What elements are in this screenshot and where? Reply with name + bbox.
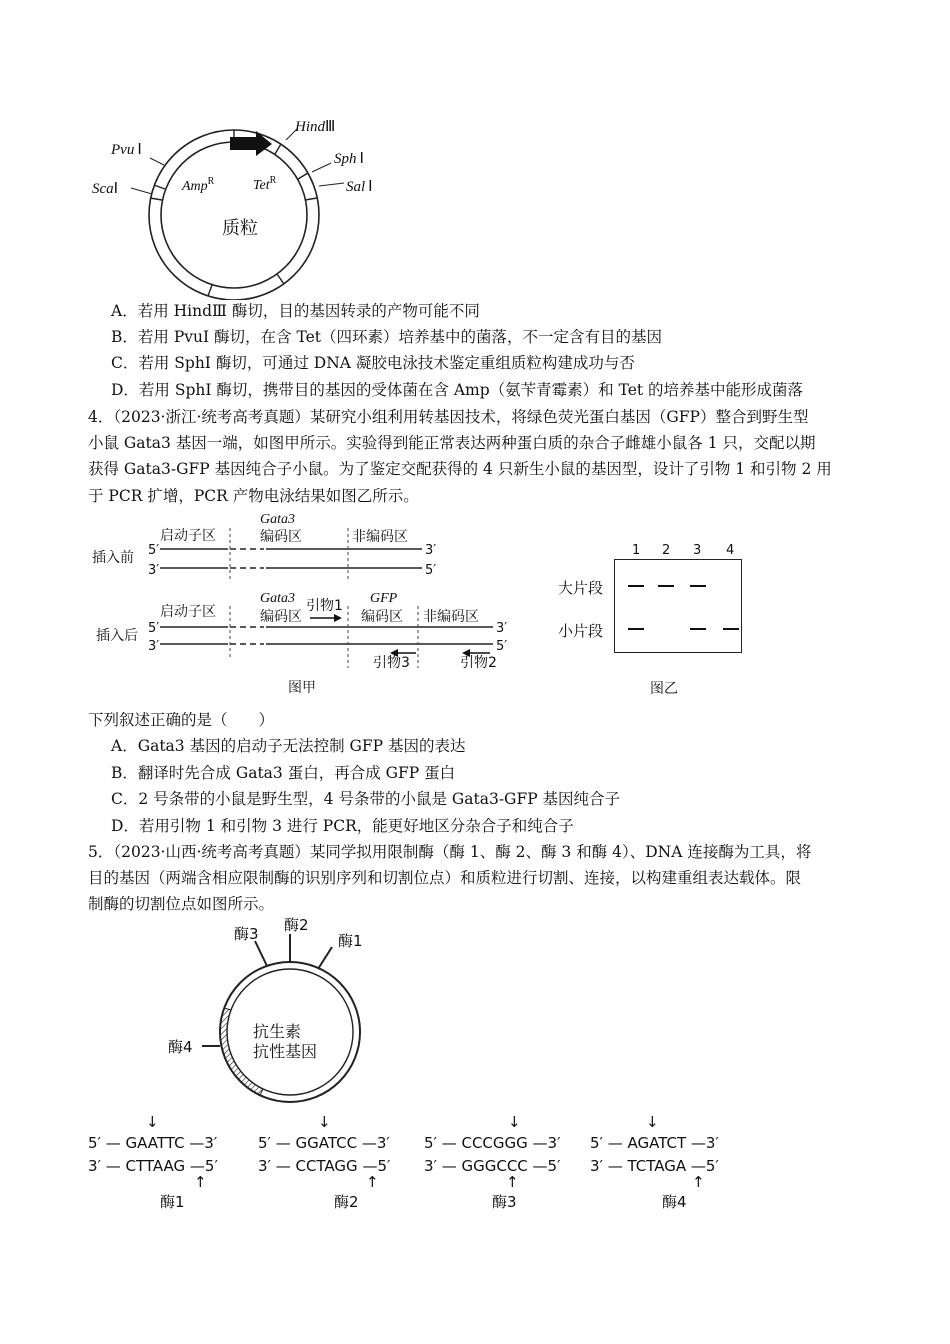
figure-jia-caption: 图甲 <box>288 680 316 696</box>
cut-arrow-up: ↑ <box>194 1173 207 1191</box>
q3-option-a[interactable]: A．若用 HindⅢ 酶切，目的基因转录的产物可能不同 <box>111 302 480 320</box>
restriction-site <box>258 1115 418 1215</box>
q4-stem-line-1: 4．（2023·浙江·统考高考真题）某研究小组利用转基因技术，将绿色荧光蛋白基因（GFP）整合到野生型 <box>88 408 809 426</box>
before-promoter: 启动子区 <box>160 528 216 544</box>
q5-stem-line-3: 制酶的切割位点如图所示。 <box>88 895 275 913</box>
site-enzyme-name: 酶1 <box>160 1193 185 1211</box>
gel-box <box>614 559 742 653</box>
svg-text:3′: 3′ <box>148 639 160 654</box>
plasmid-center-label: 质粒 <box>222 218 258 239</box>
svg-text:PvuⅠ: Pvu Ⅰ <box>111 142 142 158</box>
amp-label: Amp <box>182 179 208 194</box>
svg-text:Gata3: Gata3 <box>260 591 295 606</box>
gel-band-large <box>658 585 674 587</box>
enzyme1-label: 酶1 <box>338 932 363 950</box>
svg-text:GFP: GFP <box>370 591 398 606</box>
svg-text:SphⅠ: Sph Ⅰ <box>334 151 364 167</box>
tet-label: Tet <box>253 178 270 193</box>
figure-yi-caption: 图乙 <box>650 681 678 697</box>
resistance-label-2: 抗性基因 <box>253 1042 318 1061</box>
gel-band-small <box>690 628 706 630</box>
plasmid-figure <box>86 110 386 300</box>
svg-text:SalⅠ: Sal Ⅰ <box>346 179 373 195</box>
large-fragment-label: 大片段 <box>558 579 604 597</box>
q4-option-c[interactable]: C．2 号条带的小鼠是野生型，4 号条带的小鼠是 Gata3-GFP 基因纯合子 <box>111 790 621 808</box>
svg-text:5′: 5′ <box>148 543 160 558</box>
primer3-label: 引物3 <box>373 655 410 671</box>
after-promoter: 启动子区 <box>160 604 216 620</box>
q4-option-d[interactable]: D．若用引物 1 和引物 3 进行 PCR，能更好地区分杂合子和纯合子 <box>111 817 574 835</box>
site-bottom-strand: 3′ — CTTAAG —5′ <box>88 1157 218 1175</box>
primer2-label: 引物2 <box>460 655 497 671</box>
site-bottom-strand: 3′ — CCTAGG —5′ <box>258 1157 391 1175</box>
svg-text:编码区: 编码区 <box>361 609 403 625</box>
gel-band-large <box>628 585 644 587</box>
enzyme3-label: 酶3 <box>234 925 259 943</box>
site-enzyme-name: 酶2 <box>334 1193 359 1211</box>
svg-text:5′: 5′ <box>496 639 508 654</box>
svg-text:ScaⅠ: ScaⅠ <box>92 181 119 197</box>
q4-stem-line-3: 获得 Gata3-GFP 基因纯合子小鼠。为了鉴定交配获得的 4 只新生小鼠的基因型，设计了引物 1 和引物 2 用 <box>88 460 832 478</box>
svg-text:3′: 3′ <box>496 621 508 636</box>
q5-plasmid-figure <box>160 914 400 1104</box>
q5-stem-line-2: 目的基因（两端含相应限制酶的识别序列和切割位点）和质粒进行切割、连接，以构建重组表达载体。限 <box>88 869 802 887</box>
svg-text:3′: 3′ <box>425 543 437 558</box>
sal-label: Sal <box>346 179 366 195</box>
site-top-strand: 5′ — CCCGGG —3′ <box>424 1134 561 1152</box>
svg-text:非编码区: 非编码区 <box>423 609 479 625</box>
gel-band-small <box>723 628 739 630</box>
cut-arrow-up: ↑ <box>366 1173 379 1191</box>
cut-arrow-down: ↓ <box>646 1113 659 1131</box>
restriction-site <box>424 1115 584 1215</box>
hind-label: Hind <box>295 119 325 135</box>
svg-text:TetR: Tet$^R$ <box>253 175 277 193</box>
site-enzyme-name: 酶4 <box>662 1193 687 1211</box>
svg-text:5′: 5′ <box>148 621 160 636</box>
cut-arrow-down: ↓ <box>508 1113 521 1131</box>
cut-arrow-down: ↓ <box>146 1113 159 1131</box>
q4-option-b[interactable]: B．翻译时先合成 Gata3 蛋白，再合成 GFP 蛋白 <box>111 764 456 782</box>
svg-text:Gata3: Gata3 <box>260 512 295 527</box>
q4-question: 下列叙述正确的是（ ） <box>88 711 275 729</box>
gel-band-small <box>628 628 644 630</box>
q3-option-d[interactable]: D．若用 SphⅠ 酶切，携带目的基因的受体菌在含 Amp（氨苄青霉素）和 Tet 的培养基中能形成菌落 <box>111 381 804 399</box>
site-top-strand: 5′ — AGATCT —3′ <box>590 1134 719 1152</box>
svg-text:编码区: 编码区 <box>260 609 302 625</box>
pvu-label: Pvu <box>111 142 135 158</box>
q3-option-c[interactable]: C．若用 SphⅠ 酶切，可通过 DNA 凝胶电泳技术鉴定重组质粒构建成功与否 <box>111 354 635 372</box>
cut-arrow-up: ↑ <box>506 1173 519 1191</box>
restriction-site <box>590 1115 750 1215</box>
gel-band-large <box>690 585 706 587</box>
q3-option-b[interactable]: B．若用 PvuⅠ 酶切，在含 Tet（四环素）培养基中的菌落，不一定含有目的基因 <box>111 328 663 346</box>
svg-text:5′: 5′ <box>425 563 437 578</box>
svg-text:HindⅢ: HindⅢ <box>295 119 336 135</box>
sph-label: Sph <box>334 151 357 167</box>
site-bottom-strand: 3′ — GGGCCC —5′ <box>424 1157 561 1175</box>
site-top-strand: 5′ — GGATCC —3′ <box>258 1134 390 1152</box>
svg-text:非编码区: 非编码区 <box>352 529 408 545</box>
cut-arrow-down: ↓ <box>318 1113 331 1131</box>
primer1-label: 引物1 <box>306 598 343 614</box>
figure-jia <box>88 508 518 703</box>
site-bottom-strand: 3′ — TCTAGA —5′ <box>590 1157 719 1175</box>
restriction-site <box>88 1115 248 1215</box>
before-label: 插入前 <box>92 550 134 566</box>
q4-option-a[interactable]: A．Gata3 基因的启动子无法控制 GFP 基因的表达 <box>111 737 466 755</box>
small-fragment-label: 小片段 <box>558 622 604 640</box>
q5-stem-line-1: 5．（2023·山西·统考高考真题）某同学拟用限制酶（酶 1、酶 2、酶 3 和酶 4）、DNA 连接酶为工具，将 <box>88 843 812 861</box>
enzyme4-label: 酶4 <box>168 1038 193 1056</box>
site-top-strand: 5′ — GAATTC —3′ <box>88 1134 218 1152</box>
after-label: 插入后 <box>96 628 138 644</box>
svg-text:3′: 3′ <box>148 563 160 578</box>
enzyme2-label: 酶2 <box>284 916 309 934</box>
resistance-label-1: 抗生素 <box>253 1022 302 1041</box>
q4-stem-line-2: 小鼠 Gata3 基因一端，如图甲所示。实验得到能正常表达两种蛋白质的杂合子雌雄小鼠各 1 只，交配以期 <box>88 434 816 452</box>
figure-yi: 1 2 3 4 大片段 小片段 图乙 <box>550 540 750 700</box>
sca-label: Sca <box>92 181 114 197</box>
svg-text:编码区: 编码区 <box>260 529 302 545</box>
cut-arrow-up: ↑ <box>692 1173 705 1191</box>
q4-stem-line-4: 于 PCR 扩增，PCR 产物电泳结果如图乙所示。 <box>88 487 419 505</box>
svg-text:AmpR: Amp$^R$ <box>182 176 215 194</box>
site-enzyme-name: 酶3 <box>492 1193 517 1211</box>
